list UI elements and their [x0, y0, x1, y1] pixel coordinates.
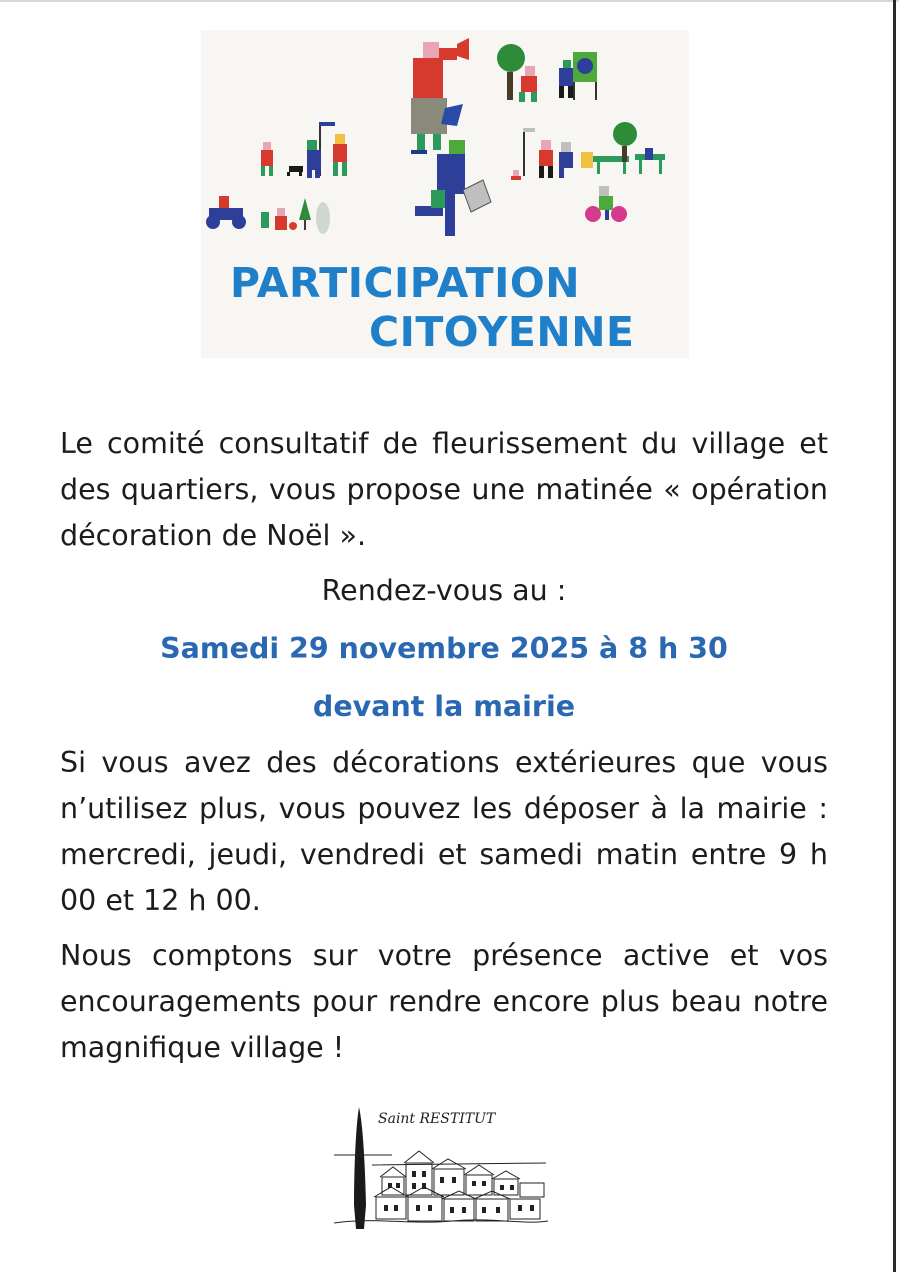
citizens-illustration-icon [201, 30, 689, 260]
rendez-vous-label: Rendez-vous au : [321, 574, 567, 607]
participation-header [201, 30, 689, 358]
page-right-edge [893, 0, 896, 1272]
headline-citoyenne: CITOYENNE [369, 308, 635, 356]
event-date: Samedi 29 novembre 2025 à 8 h 30 [160, 632, 728, 665]
headline-participation: PARTICIPATION [230, 259, 581, 307]
page-top-edge [0, 0, 899, 2]
saint-restitut-logo [332, 1105, 550, 1231]
logo-title: Saint RESTITUT [378, 1111, 496, 1127]
event-place: devant la mairie [312, 690, 576, 723]
thanks-paragraph: Nous comptons sur votre présence active et vos encouragements pour rendre encore plus beau notre magnifique village ! [60, 939, 828, 1064]
decorations-paragraph: Si vous avez des décorations extérieures que vous n’utilisez plus, vous pouvez les déposer à la mairie : mercredi, jeudi, vendredi et samedi matin entre 9 h 00 et 12 h 00. [60, 746, 828, 917]
intro-paragraph: Le comité consultatif de fleurissement du village et des quartiers, vous propose une matinée « opération décoration de Noël ». [60, 427, 828, 552]
